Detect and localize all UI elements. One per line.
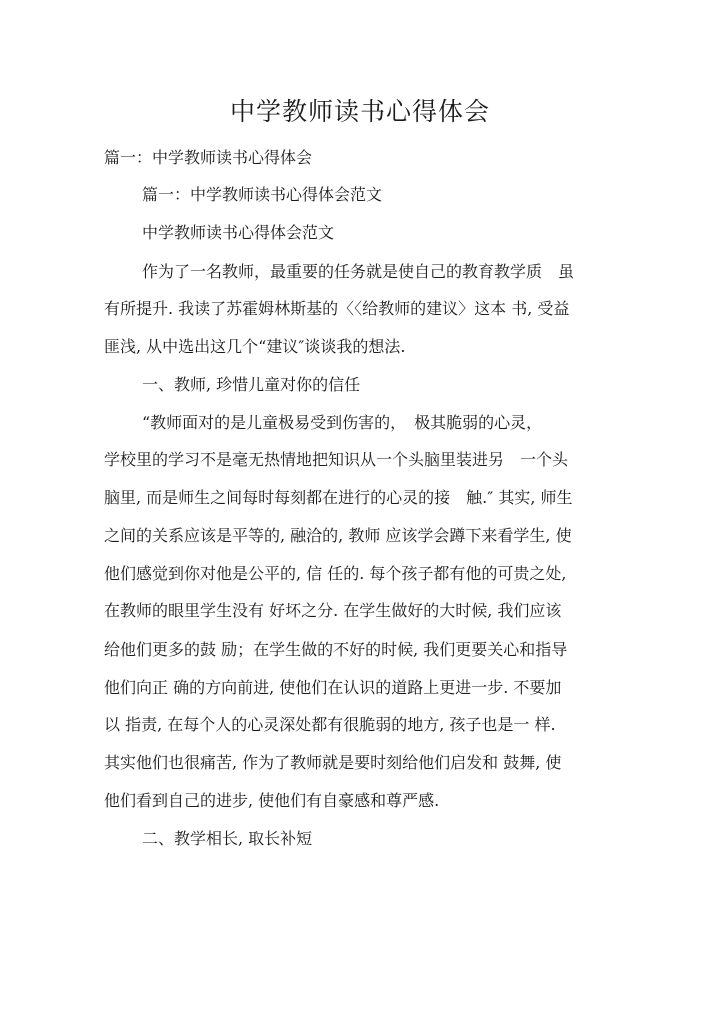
paragraph-line: 他们感觉到你对他是公平的, 信 任的. 每个孩子都有他的可贵之处,: [104, 564, 567, 583]
paragraph-line: 他们看到自己的进步, 使他们有自豪感和尊严感.: [104, 791, 440, 810]
paragraph-line: 给他们更多的鼓 励；在学生做的不好的时候, 我们更要关心和指导: [104, 640, 568, 659]
paragraph-line: 之间的关系应该是平等的, 融洽的, 教师 应该学会蹲下来看学生, 使: [104, 526, 572, 545]
heading-part-one: 篇一：中学教师读书心得体会: [104, 148, 313, 167]
paragraph-line: 以 指责, 在每个人的心灵深处都有很脆弱的地方, 孩子也是一 样.: [104, 715, 556, 734]
section-heading-1: 一、教师, 珍惜儿童对你的信任: [142, 375, 361, 394]
paragraph-line: 脑里, 而是师生之间每时每刻都在进行的心灵的接 触.″ 其实, 师生: [104, 488, 573, 507]
paragraph-line: 他们向正 确的方向前进, 使他们在认识的道路上更进一步. 不要加: [104, 678, 562, 697]
paragraph-line: 匪浅, 从中选出这几个“建议″谈谈我的想法.: [104, 337, 406, 356]
paragraph-line: 其实他们也很痛苦, 作为了教师就是要时刻给他们启发和 鼓舞, 使: [104, 753, 562, 772]
paragraph-line: 学校里的学习不是毫无热情地把知识从一个头脑里装进另 一个头: [104, 450, 569, 469]
paragraph-line: 作为了一名教师，最重要的任务就是使自己的教育教学质 虽: [142, 262, 575, 281]
document-title: 中学教师读书心得体会: [229, 97, 490, 126]
paragraph-line: “教师面对的是儿童极易受到伤害的， 极其脆弱的心灵，: [142, 413, 543, 432]
section-heading-2: 二、教学相长, 取长补短: [142, 829, 313, 848]
subheading-part-one: 篇一：中学教师读书心得体会范文: [142, 185, 383, 204]
paragraph-line: 有所提升. 我读了苏霍姆林斯基的〈〈给教师的建议〉这本 书, 受益: [104, 299, 570, 318]
subheading-sample: 中学教师读书心得体会范文: [142, 223, 335, 242]
paragraph-line: 在教师的眼里学生没有 好坏之分. 在学生做好的大时候, 我们应该: [104, 601, 562, 620]
